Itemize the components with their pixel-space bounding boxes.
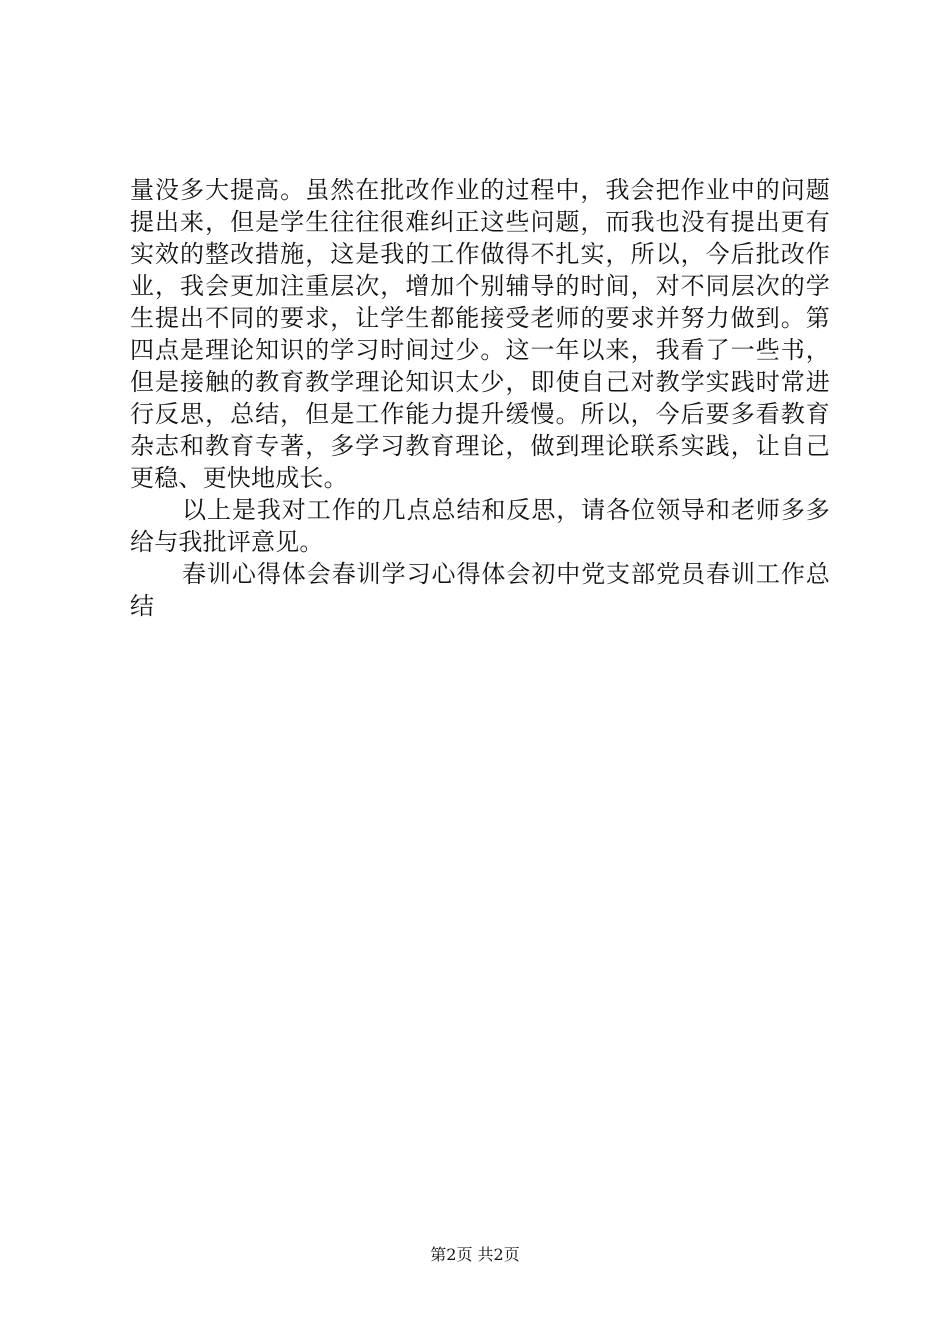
document-body (130, 174, 830, 622)
page-footer (0, 1245, 950, 1265)
paragraph-continuation: 量没多大提高。虽然在批改作业的过程中，我会把作业中的问题提出来，但是学生往往很难纠正这些问题，而我也没有提出更有实效的整改措施，这是我的工作做得不扎实，所以，今后批改作业，我会更加注重层次，增加个别辅导的时间，对不同层次的学生提出不同的要求，让学生都能接受老师的要求并努力做到。第四点是理论知识的学习时间过少。这一年以来，我看了一些书，但是接触的教育教学理论知识太少，即使自己对教学实践时常进行反思，总结，但是工作能力提升缓慢。所以，今后要多看教育杂志和教育专著，多学习教育理论，做到理论联系实践，让自己更稳、更快地成长。 (130, 176, 830, 492)
paragraph-closing-remarks: 以上是我对工作的几点总结和反思，请各位领导和老师多多给与我批评意见。 (130, 496, 830, 556)
page-number-label: 第2页 共2页 (430, 1245, 520, 1264)
paragraph-related-titles: 春训心得体会春训学习心得体会初中党支部党员春训工作总结 (130, 560, 830, 620)
